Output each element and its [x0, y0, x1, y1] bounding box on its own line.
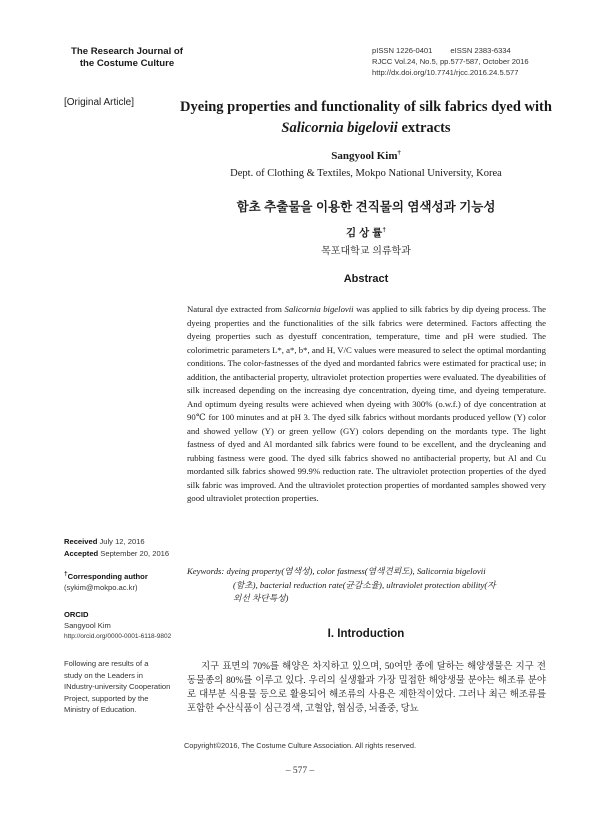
- pissn: pISSN 1226-0401: [372, 46, 433, 55]
- title-line2-rest: extracts: [397, 120, 451, 136]
- corr-label: Corresponding author: [67, 572, 148, 581]
- orcid-block: [64, 609, 171, 642]
- received-label: Received: [64, 537, 98, 546]
- introduction-text: 지구 표면의 70%를 해양은 차지하고 있으며, 50여만 종에 달하는 해양생물은 지구 전 동물종의 80%를 이루고 있다. 우리의 실생활과 가장 밀접한 해양생물 분야는 해조류 분야로 대부분 식용물 등으로 활용되어 해조류의 사용은 제한적이었다. 그러나 최근 해조류를 포함한 수산식품이 심근경색, 고혈압, 협심증, 뇌졸중, 당뇨: [187, 662, 546, 714]
- abstract-text: Natural dye extracted from Salicornia bigelovii was applied to silk fabrics by dip dyeing process. The dyeing properties and the functionalities of the silk fabrics were determined. Factors affecting the dyeing properties such as dyestuff concentration, temperature, time and pH were studied. The colorimetric parameters L*, a*, b*, and H, V/C values were measured to select the optimal mordanting conditions. The color-fastnesses of the dyed and mordanted fabrics were estimated for practical use; in addition, the antibacterial property, ultraviolet protection properties were evaluated. The dyeabilities of silk increased depending on the increasing dye concentration, dyeing time, and dyeing temperature. And optimum dyeing results were achieved when dyeing with 300% (o.w.f.) of dye concentration at 90℃ for 100 minutes and at pH 3. The dyed silk fabrics without mordants produced yellow (Y) color and showed yellow (Y) or green yellow (GY) colors depending on the mordants type. The light fastness of dyed and Al mordanted silk fabrics were found to be excellent, and the drycleaning and rubbing fastness were good. The dyed silk fabrics showed no antibacterial property, but Al and Cu mordanted silk fabrics showed 99.9% reduction rate. The ultraviolet protection properties of the dyed silk fabric was improved. And the ultraviolet protection properties of mordanted samples showed very good ultraviolet protection properties.: [187, 304, 546, 503]
- corr-email[interactable]: (sykim@mokpo.ac.kr): [64, 583, 138, 592]
- citation: RJCC Vol.24, No.5, pp.577-587, October 2016: [372, 57, 529, 66]
- corresponding-author-block: [64, 571, 148, 593]
- abstract-heading: Abstract: [343, 273, 389, 285]
- corresponding-mark: †: [397, 149, 401, 157]
- doi-link[interactable]: http://dx.doi.org/10.7741/rjcc.2016.24.5.577: [372, 68, 519, 77]
- korean-corresponding-mark: †: [382, 226, 386, 234]
- received-date: July 12, 2016: [97, 537, 145, 546]
- copyright: Copyright©2016, The Costume Culture Association. All rights reserved.: [183, 741, 417, 750]
- page-number: – 577 –: [285, 766, 315, 776]
- keywords-line3: 외선 차단특성): [233, 593, 289, 603]
- korean-affiliation: 목포대학교 의류학과: [321, 246, 411, 257]
- accepted-label: Accepted: [64, 549, 99, 558]
- introduction-heading: I. Introduction: [327, 628, 405, 640]
- keywords-line1: Keywords: dyeing property(염색성), color fastness(염색견뢰도), Salicornia bigelovii: [187, 566, 486, 576]
- funding-note: Following are results of a study on the Leaders in INdustry-university Cooperation Project, supported by the Ministry of Education.: [64, 659, 171, 714]
- orcid-name: Sangyool Kim: [64, 621, 111, 630]
- journal-name-line2: the Costume Culture: [79, 58, 175, 69]
- keywords: [187, 565, 546, 606]
- author-name: Sangyool Kim†: [331, 149, 401, 162]
- abstract-scientific-name: Salicornia bigelovii: [284, 304, 354, 314]
- corr-mark: †: [64, 570, 68, 578]
- issn-block: [372, 45, 529, 78]
- dates-block: [64, 536, 169, 560]
- korean-author: 김 상 률†: [346, 226, 386, 239]
- title-scientific-name: Salicornia bigelovii: [281, 120, 398, 136]
- author-affiliation: Dept. of Clothing & Textiles, Mokpo National University, Korea: [230, 168, 502, 179]
- keywords-line2: (함초), bacterial reduction rate(균감소율), ultraviolet protection ability(자: [233, 579, 496, 590]
- title-line1: Dyeing properties and functionality of silk fabrics dyed with: [180, 99, 552, 115]
- journal-name: [64, 46, 190, 70]
- article-type: [Original Article]: [64, 97, 135, 108]
- korean-title: 함초 추출물을 이용한 견직물의 염색성과 기능성: [236, 200, 496, 214]
- journal-name-line1: The Research Journal of: [71, 46, 183, 57]
- orcid-label: ORCID: [64, 610, 89, 619]
- paper-title: [180, 97, 552, 139]
- accepted-date: September 20, 2016: [98, 549, 170, 558]
- eissn: eISSN 2383-6334: [450, 46, 511, 55]
- orcid-url[interactable]: http://orcid.org/0000-0001-6118-9802: [64, 633, 172, 640]
